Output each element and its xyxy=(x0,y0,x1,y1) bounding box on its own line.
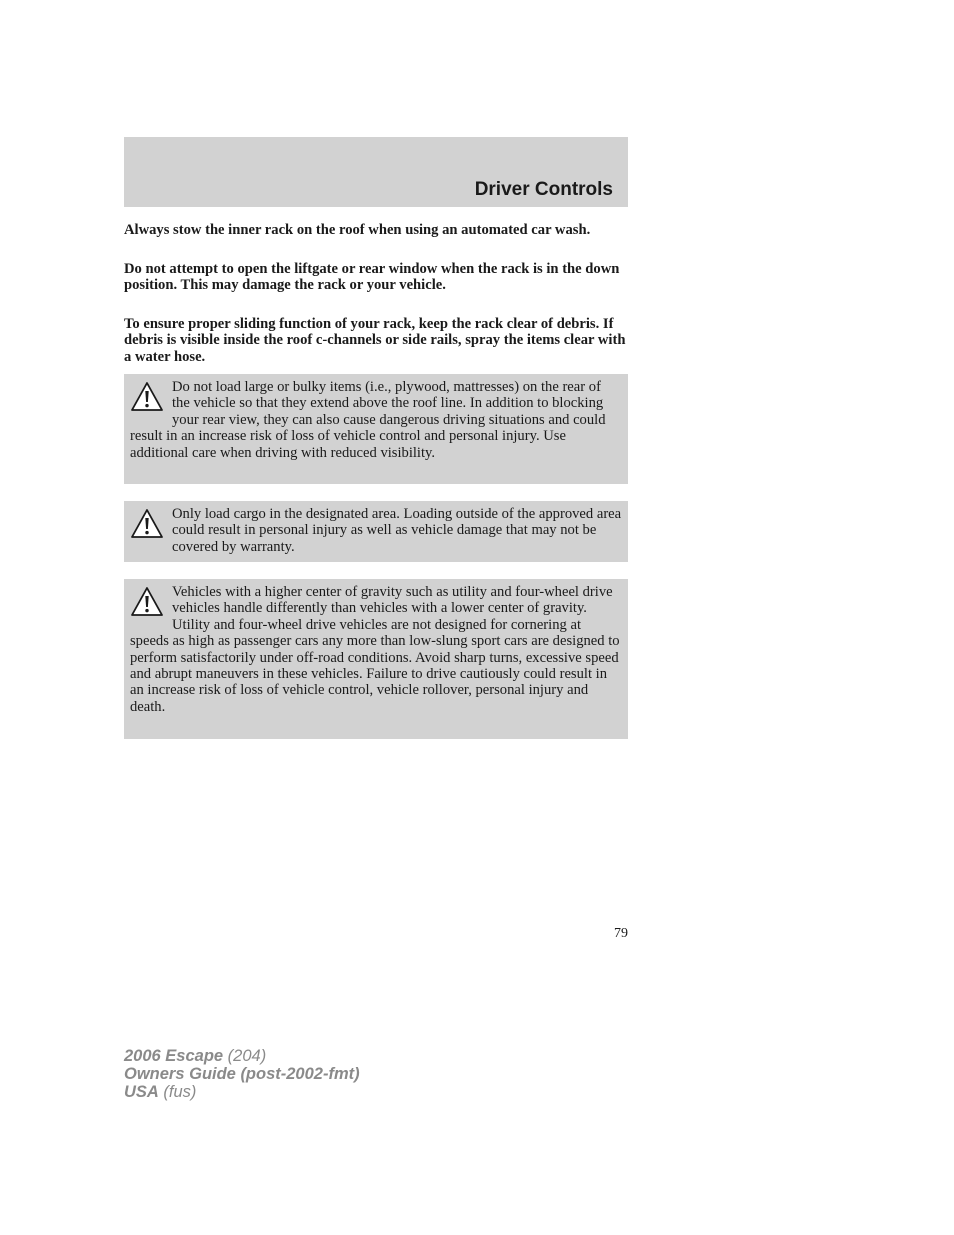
warning-box-center-of-gravity xyxy=(124,579,628,739)
section-header-band xyxy=(124,137,628,207)
section-title: Driver Controls xyxy=(474,179,613,200)
document-footer xyxy=(124,1047,360,1102)
warning-box-bulky-items xyxy=(124,374,628,484)
warning-text-cargo-area: Only load cargo in the designated area. Loading outside of the approved area could result in personal injury as well as vehicle damage that may not be covered by warranty. xyxy=(172,506,622,555)
paragraph-liftgate: Do not attempt to open the liftgate or rear window when the rack is in the down position. This may damage the rack or your vehicle. xyxy=(124,261,620,294)
footer-line-market xyxy=(124,1083,360,1101)
warning-triangle-icon xyxy=(130,381,164,413)
warning-text-center-of-gravity: Vehicles with a higher center of gravity such as utility and four-wheel drive vehicles handle differently than vehicles with a lower center of gravity. Utility and four-wheel drive vehicles are not designed for cornering at speeds as high as passenger cars any more than low-slung sport cars are designed to perform satisfactorily under off-road conditions. Avoid sharp turns, excessive speed and abrupt maneuvers in these vehicles. Failure to drive cautiously could result in an increase risk of loss of vehicle control, vehicle rollover, personal injury and death. xyxy=(130,584,620,715)
page-number: 79 xyxy=(614,926,628,941)
footer-guide: Owners Guide (post-2002-fmt) xyxy=(124,1065,360,1084)
footer-line-model xyxy=(124,1047,360,1065)
footer-market-code: (fus) xyxy=(158,1083,197,1102)
warning-triangle-icon xyxy=(130,586,164,618)
warning-box-cargo-area xyxy=(124,501,628,562)
warning-triangle-icon xyxy=(130,508,164,540)
footer-model: 2006 Escape xyxy=(124,1047,224,1065)
paragraph-car-wash: Always stow the inner rack on the roof when using an automated car wash. xyxy=(124,222,591,238)
footer-market: USA xyxy=(124,1083,159,1102)
warning-text-bulky-items: Do not load large or bulky items (i.e., plywood, mattresses) on the rear of the vehicle so that they extend above the roof line. In addition to blocking your rear view, they can also cause dangerous driving situations and could result in an increase risk of loss of vehicle control and personal injury. Use additional care when driving with reduced visibility. xyxy=(130,379,606,461)
footer-model-code: (204) xyxy=(223,1047,267,1065)
paragraph-debris: To ensure proper sliding function of your rack, keep the rack clear of debris. If debris is visible inside the roof c-channels or side rails, spray the items clear with a water hose. xyxy=(124,316,626,365)
